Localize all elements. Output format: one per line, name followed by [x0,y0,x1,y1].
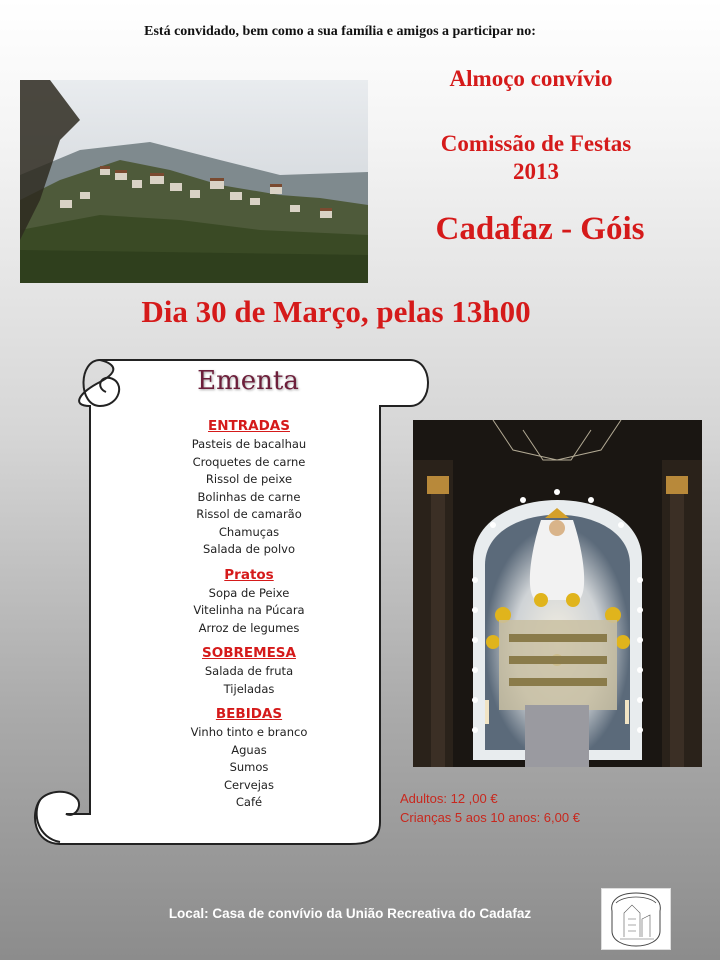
menu-item: Chamuças [218,524,280,539]
price-children: Crianças 5 aos 10 anos: 6,00 € [400,810,580,825]
menu-item: Salada de polvo [203,542,295,556]
event-title: Almoço convívio [449,66,613,91]
menu-item: Salada de fruta [204,664,294,678]
menu-item: Arroz de legumes [198,620,300,635]
menu-item: Cervejas [224,777,274,792]
event-place: Cadafaz - Góis [435,211,645,247]
organizer-year: 2013 [513,159,559,184]
menu-item: Rissol de peixe [205,472,293,486]
altar-photo-image [413,420,702,767]
association-logo [601,888,671,950]
invitation-text: Está convidado, bem como a sua família e amigos a participar no: [144,24,536,39]
menu-section-pratos [133,565,365,638]
menu-item: Vinho tinto e branco [190,725,308,739]
menu-section-bebidas [133,704,365,812]
menu-item: Rissol de camarão [196,507,302,521]
event-date: Dia 30 de Março, pelas 13h00 [141,294,531,329]
village-photo [20,80,368,283]
village-photo-image [20,80,368,283]
organizer-name: Comissão de Festas [440,131,632,156]
menu-section-sobremesa [133,643,365,698]
prices [400,789,580,827]
menu-title: Ementa [197,366,299,396]
section-heading: Pratos [224,566,274,583]
section-heading: ENTRADAS [208,418,290,434]
price-adults: Adultos: 12 ,00 € [400,791,498,806]
menu-item: Bolinhas de carne [197,489,301,504]
menu-item: Aguas [231,742,267,757]
menu-item: Sopa de Peixe [208,585,290,600]
menu-item: Pasteis de bacalhau [191,437,307,451]
menu-item: Tijeladas [223,681,275,696]
menu-item: Croquetes de carne [192,454,306,469]
section-heading: BEBIDAS [215,706,283,722]
association-logo-image [602,889,670,949]
altar-photo [413,420,702,767]
menu-item: Vitelinha na Púcara [193,603,305,617]
menu-item: Café [235,795,263,809]
menu-item: Sumos [229,760,269,774]
menu-section-entradas [133,416,365,559]
menu-list [133,416,365,812]
section-heading: SOBREMESA [202,645,296,661]
location-text: Local: Casa de convívio da União Recreativa do Cadafaz [168,906,532,921]
organizer [390,130,682,186]
